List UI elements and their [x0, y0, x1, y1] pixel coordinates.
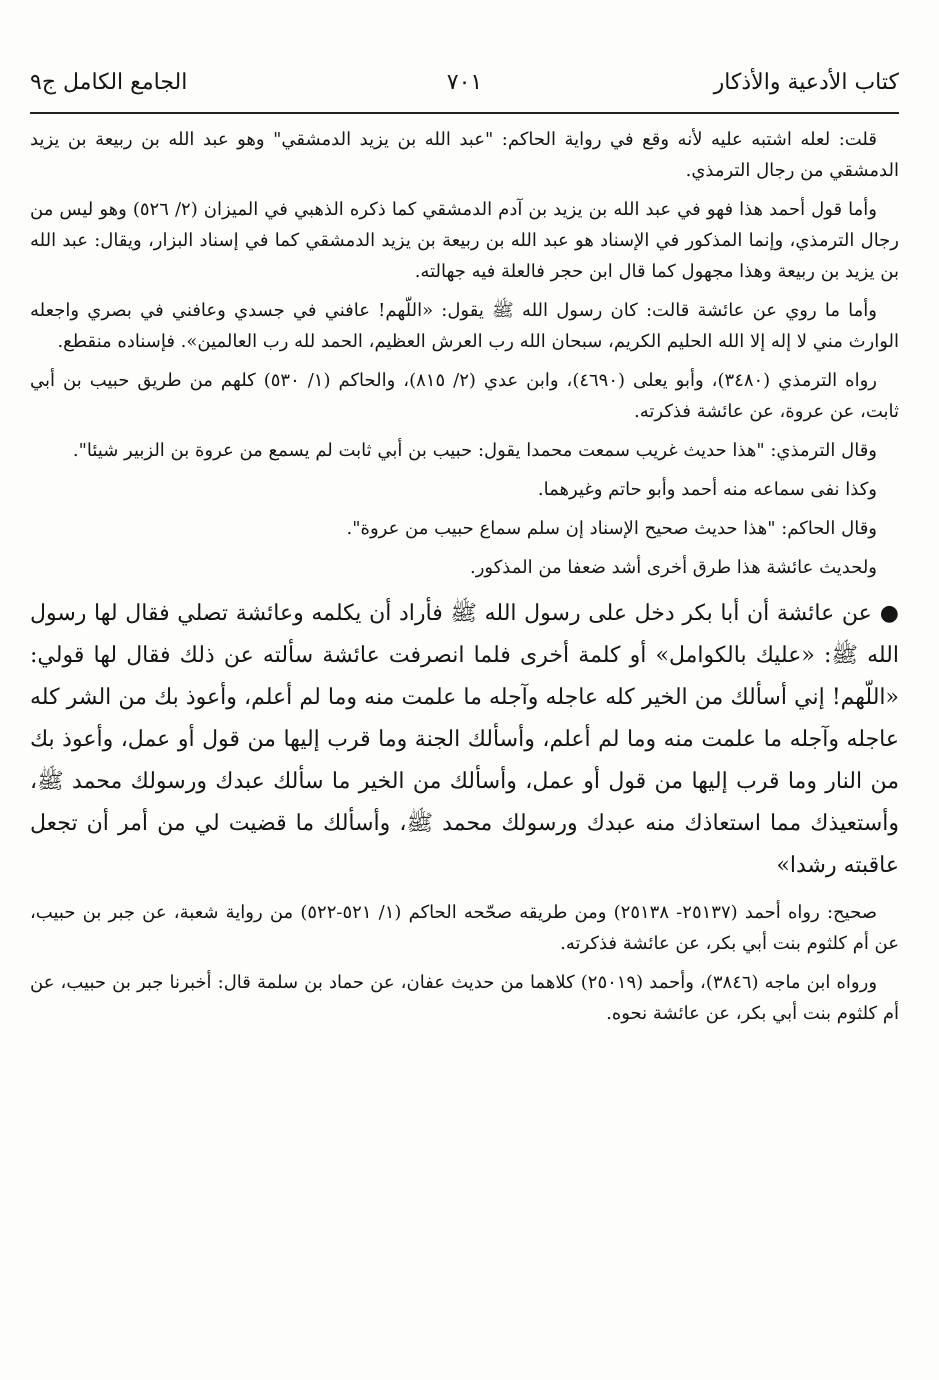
- paragraph-sahih-takhrij: صحيح: رواه أحمد (٢٥١٣٧- ٢٥١٣٨) ومن طريقه صحّحه الحاكم (١/ ٥٢١-٥٢٢) من رواية شعبة، عن جبر بن حبيب، عن أم كلثوم بنت أبي بكر، عن عائشة فذكرته.: [30, 902, 899, 954]
- paragraph-turuq-note: ولحديث عائشة هذا طرق أخرى أشد ضعفا من المذكور.: [469, 557, 877, 578]
- paragraph-qultu: قلت: لعله اشتبه عليه لأنه وقع في رواية الحاكم: "عبد الله بن يزيد الدمشقي" وهو عبد الله بن ربيعة بن يزيد الدمشقي من رجال الترمذي.: [30, 129, 899, 181]
- volume-label: الجامع الكامل ج٩: [30, 70, 188, 95]
- paragraph-hakim-comment: وقال الحاكم: "هذا حديث صحيح الإسناد إن سلم سماع حبيب من عروة".: [346, 518, 877, 539]
- paragraph-ahmad-note: وأما قول أحمد هذا فهو في عبد الله بن يزيد بن آدم الدمشقي كما ذكره الذهبي في الميزان (٢/ ٥٢٦) وهو ليس من رجال الترمذي، وإنما المذكور في الإسناد هو عبد الله بن ربيعة بن يزيد الدمشقي كما في إسناد البزار، ويقال: عبد الله بن يزيد بن ربيعة وهذا مجهول كما قال ابن حجر فالعلة فيه جهالته.: [30, 199, 899, 282]
- hadith-text: عن عائشة أن أبا بكر دخل على رسول الله ﷺ فأراد أن يكلمه وعائشة تصلي فقال لها رسول الله ﷺ: «عليك بالكوامل» أو كلمة أخرى فلما انصرفت عائشة سألته عن ذلك فقال لها قولي: «اللّهم! إني أسألك من الخير كله عاجله وآجله ما علمت منه وما لم أعلم، وأعوذ بك من الشر كله عاجله وآجله ما علمت منه وما لم أعلم، وأسألك الجنة وما قرب إليها من قول أو عمل، وأعوذ بك من النار وما قرب إليها من قول أو عمل، وأسألك من الخير ما سألك عبدك ورسولك محمد ﷺ، وأستعيذك مما استعاذك منه عبدك ورسولك محمد ﷺ، وأسألك ما قضيت لي من أمر أن تجعل عاقبته رشدا»: [30, 601, 899, 878]
- page-header: [30, 66, 899, 106]
- header-divider: [30, 112, 899, 114]
- paragraph-tirmidhi-comment: وقال الترمذي: "هذا حديث غريب سمعت محمدا يقول: حبيب بن أبي ثابت لم يسمع من عروة بن الزبير شيئا".: [72, 440, 877, 461]
- paragraph-ibn-majah: ورواه ابن ماجه (٣٨٤٦)، وأحمد (٢٥٠١٩) كلاهما من حديث عفان، عن حماد بن سلمة قال: أخبرنا جبر بن حبيب، عن أم كلثوم بنت أبي بكر، عن عائشة نحوه.: [30, 972, 899, 1024]
- paragraph-aisha-dua: وأما ما روي عن عائشة قالت: كان رسول الله ﷺ يقول: «اللّهم! عافني في جسدي وعافني في بصري واجعله الوارث مني لا إله إلا الله الحليم الكريم، سبحان الله رب العرش العظيم، الحمد لله رب العالمين». فإسناده منقطع.: [30, 300, 899, 352]
- hadith-main: [30, 593, 899, 887]
- paragraph-takhrij-1: رواه الترمذي (٣٤٨٠)، وأبو يعلى (٤٦٩٠)، وابن عدي (٢/ ٨١٥)، والحاكم (١/ ٥٣٠) كلهم من طريق حبيب بن أبي ثابت، عن عروة، عن عائشة فذكرته.: [30, 370, 899, 422]
- paragraph-sama-note: وكذا نفى سماعه منه أحمد وأبو حاتم وغيرهما.: [537, 479, 877, 500]
- page-number: ٧٠١: [446, 70, 483, 95]
- book-title: كتاب الأدعية والأذكار: [713, 70, 899, 95]
- page-body: [30, 124, 899, 1037]
- bullet-marker: ●: [879, 601, 899, 626]
